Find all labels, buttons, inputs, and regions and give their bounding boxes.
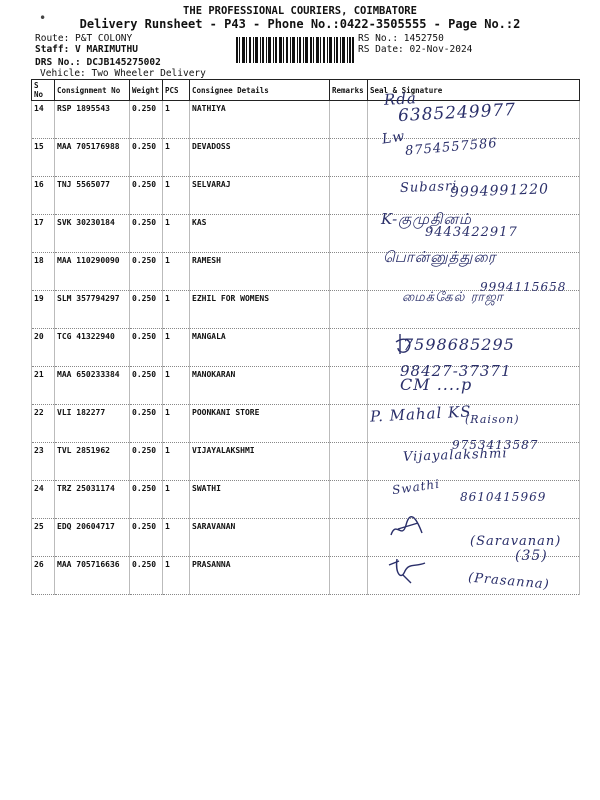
cell-remarks [330, 481, 368, 519]
cell-pcs: 1 [163, 101, 190, 139]
staff-label: Staff: V MARIMUTHU [35, 44, 138, 55]
cell-consignment: MAA 705716636 [55, 557, 130, 595]
rs-date: RS Date: 02-Nov-2024 [358, 44, 473, 55]
cell-pcs: 1 [163, 481, 190, 519]
cell-weight: 0.250 [130, 177, 163, 215]
cell-consignment: EDQ 20604717 [55, 519, 130, 557]
signature-scribble-icon [385, 553, 429, 587]
cell-consignment: MAA 650233384 [55, 367, 130, 405]
signature-name: K-குமுதினம் [381, 210, 472, 228]
signature-name: (Prasanna) [467, 570, 551, 593]
cell-consignment: SVK 30230184 [55, 215, 130, 253]
col-consignee: Consignee Details [190, 80, 330, 101]
cell-pcs: 1 [163, 215, 190, 253]
signature-phone: 6385249977 [397, 99, 517, 127]
cell-weight: 0.250 [130, 481, 163, 519]
cell-sno: 18 [32, 253, 55, 291]
cell-consignment: RSP 1895543 [55, 101, 130, 139]
cell-sno: 23 [32, 443, 55, 481]
signature-phone: 8610415969 [460, 490, 547, 504]
signature-phone: 7598685295 [403, 335, 515, 354]
cell-weight: 0.250 [130, 519, 163, 557]
signature-phone: 98427-37371 [400, 362, 512, 380]
barcode [236, 37, 354, 63]
col-pcs: PCS [163, 80, 190, 101]
cell-remarks [330, 443, 368, 481]
cell-sno: 17 [32, 215, 55, 253]
cell-consignee: RAMESH [190, 253, 330, 291]
cell-consignee: SELVARAJ [190, 177, 330, 215]
cell-remarks [330, 139, 368, 177]
cell-weight: 0.250 [130, 557, 163, 595]
cell-consignment: MAA 705176988 [55, 139, 130, 177]
cell-consignment: MAA 110290090 [55, 253, 130, 291]
cell-pcs: 1 [163, 253, 190, 291]
cell-weight: 0.250 [130, 367, 163, 405]
signature-name: Swathi [391, 476, 441, 498]
cell-pcs: 1 [163, 405, 190, 443]
rs-number: RS No.: 1452750 [358, 33, 444, 44]
cell-sno: 21 [32, 367, 55, 405]
cell-consignment: TVL 2851962 [55, 443, 130, 481]
cell-consignee: MANGALA [190, 329, 330, 367]
cell-pcs: 1 [163, 443, 190, 481]
cell-sno: 19 [32, 291, 55, 329]
cell-consignment: SLM 357794297 [55, 291, 130, 329]
signature-phone: 9994991220 [449, 181, 550, 201]
signature-scribble-icon [388, 515, 428, 545]
cell-weight: 0.250 [130, 101, 163, 139]
cell-remarks [330, 405, 368, 443]
signature-name: Lw [380, 128, 407, 148]
cell-remarks [330, 177, 368, 215]
cell-remarks [330, 253, 368, 291]
cell-pcs: 1 [163, 519, 190, 557]
cell-consignment: TRZ 25031174 [55, 481, 130, 519]
cell-consignee: POONKANI STORE [190, 405, 330, 443]
cell-pcs: 1 [163, 291, 190, 329]
cell-consignee: DEVADOSS [190, 139, 330, 177]
signature-name: P. Mahal KS [369, 402, 472, 426]
cell-sno: 24 [32, 481, 55, 519]
cell-consignee: MANOKARAN [190, 367, 330, 405]
cell-weight: 0.250 [130, 443, 163, 481]
cell-consignee: SARAVANAN [190, 519, 330, 557]
cell-remarks [330, 557, 368, 595]
cell-weight: 0.250 [130, 405, 163, 443]
cell-consignment: TCG 41322940 [55, 329, 130, 367]
table-header-row [32, 80, 580, 101]
signature-scribble-icon [392, 330, 418, 358]
cell-consignee: KAS [190, 215, 330, 253]
cell-remarks [330, 101, 368, 139]
cell-consignee: NATHIYA [190, 101, 330, 139]
cell-consignment: TNJ 5565077 [55, 177, 130, 215]
cell-consignment: VLI 182277 [55, 405, 130, 443]
cell-sno: 15 [32, 139, 55, 177]
drs-number: DRS No.: DCJB145275002 [35, 57, 161, 68]
cell-consignee: SWATHI [190, 481, 330, 519]
company-title: THE PROFESSIONAL COURIERS, COIMBATORE [183, 5, 417, 17]
cell-weight: 0.250 [130, 215, 163, 253]
cell-remarks [330, 519, 368, 557]
cell-pcs: 1 [163, 139, 190, 177]
signature-phone: 9753413587 [452, 438, 539, 452]
cell-sno: 25 [32, 519, 55, 557]
signature-phone: 9994115658 [480, 280, 567, 294]
cell-sno: 22 [32, 405, 55, 443]
corner-mark: • [39, 11, 47, 25]
cell-weight: 0.250 [130, 139, 163, 177]
cell-pcs: 1 [163, 367, 190, 405]
cell-remarks [330, 291, 368, 329]
cell-sno: 14 [32, 101, 55, 139]
cell-remarks [330, 367, 368, 405]
signature-name: Rda [383, 89, 418, 109]
col-consignment: Consignment No [55, 80, 130, 101]
cell-weight: 0.250 [130, 253, 163, 291]
signature-phone: (35) [515, 548, 548, 564]
col-weight: Weight [130, 80, 163, 101]
signature-name: (Saravanan) [470, 534, 562, 549]
vehicle-label: Vehicle: Two Wheeler Delivery [40, 68, 206, 79]
cell-weight: 0.250 [130, 329, 163, 367]
cell-weight: 0.250 [130, 291, 163, 329]
cell-sno: 20 [32, 329, 55, 367]
signature-name: பொன்னுத்துரை [383, 248, 497, 266]
cell-sno: 16 [32, 177, 55, 215]
cell-pcs: 1 [163, 329, 190, 367]
signature-phone: (Raison) [465, 413, 520, 426]
cell-pcs: 1 [163, 557, 190, 595]
cell-remarks [330, 215, 368, 253]
signature-phone: 8754557586 [404, 135, 499, 160]
cell-remarks [330, 329, 368, 367]
col-sno: S No [32, 80, 55, 101]
cell-sno: 26 [32, 557, 55, 595]
route-label: Route: P&T COLONY [35, 33, 133, 44]
cell-consignee: VIJAYALAKSHMI [190, 443, 330, 481]
col-remarks: Remarks [330, 80, 368, 101]
runsheet-subtitle: Delivery Runsheet - P43 - Phone No.:0422-3505555 - Page No.:2 [79, 17, 521, 31]
signature-name: மைக்கேல் ராஜா [402, 290, 504, 305]
signature-phone: 9443422917 [425, 225, 518, 240]
signature-name: CM ....p [400, 375, 473, 394]
cell-consignee: EZHIL FOR WOMENS [190, 291, 330, 329]
signature-name: Vijayalakshmi [402, 446, 508, 465]
cell-pcs: 1 [163, 177, 190, 215]
signature-name: Subasri [399, 179, 458, 196]
col-signature: Seal & Signature [368, 80, 580, 101]
cell-consignee: PRASANNA [190, 557, 330, 595]
